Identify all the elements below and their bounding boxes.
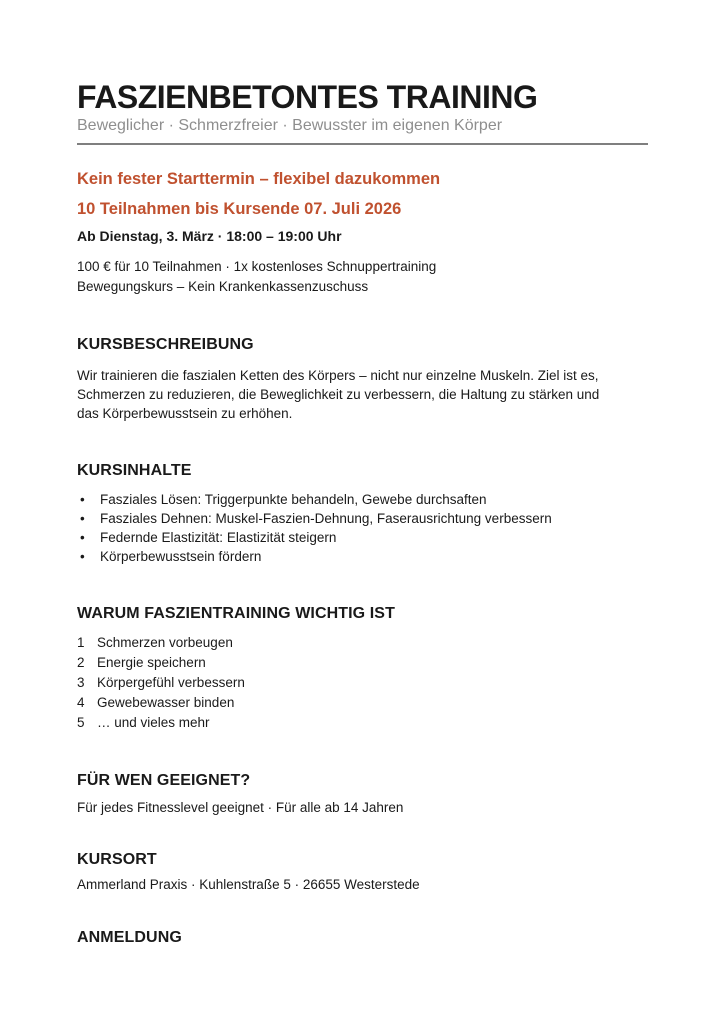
- heading-fuer-wen-geeignet: FÜR WEN GEEIGNET?: [77, 772, 251, 789]
- kursbeschreibung-paragraph: [77, 366, 648, 423]
- list-number: 2: [77, 655, 85, 670]
- list-item: [77, 528, 648, 547]
- list-item-text: … und vieles mehr: [97, 715, 210, 730]
- list-number: 5: [77, 715, 85, 730]
- list-item: [77, 633, 648, 653]
- document-content: [77, 80, 648, 948]
- schedule-line: Ab Dienstag, 3. März · 18:00 – 19:00 Uhr: [77, 228, 342, 244]
- list-item: [77, 693, 648, 713]
- list-item-text: Gewebewasser binden: [97, 695, 235, 710]
- start-info-line: Kein fester Starttermin – flexibel dazukommen: [77, 170, 441, 188]
- list-number: 4: [77, 695, 85, 710]
- heading-kursort: KURSORT: [77, 851, 157, 868]
- list-item-text: Federnde Elastizität: Elastizität steigern: [100, 530, 337, 545]
- heading-kursinhalte: KURSINHALTE: [77, 462, 192, 479]
- insurance-note-line: Bewegungskurs – Kein Krankenkassenzuschuss: [77, 279, 369, 294]
- list-item: [77, 713, 648, 733]
- heading-warum-faszientraining: WARUM FASZIENTRAINING WICHTIG IST: [77, 605, 395, 622]
- course-end-line: 10 Teilnahmen bis Kursende 07. Juli 2026: [77, 200, 402, 218]
- price-block: [77, 257, 648, 297]
- list-item: [77, 490, 648, 509]
- list-item: [77, 673, 648, 693]
- bullet-marker: •: [80, 530, 85, 545]
- list-item-text: Schmerzen vorbeugen: [97, 635, 233, 650]
- page-title: FASZIENBETONTES TRAINING: [77, 79, 538, 115]
- heading-anmeldung: ANMELDUNG: [77, 929, 182, 946]
- list-number: 3: [77, 675, 85, 690]
- kursinhalte-list: [77, 490, 648, 566]
- warum-list: [77, 633, 648, 733]
- title-divider: [77, 143, 648, 145]
- list-number: 1: [77, 635, 85, 650]
- list-item-text: Fasziales Lösen: Triggerpunkte behandeln, Gewebe durchsaften: [100, 492, 487, 507]
- list-item-text: Fasziales Dehnen: Muskel-Faszien-Dehnung, Faserausrichtung verbessern: [100, 511, 552, 526]
- bullet-marker: •: [80, 511, 85, 526]
- kursbeschreibung-line: Schmerzen zu reduzieren, die Beweglichkeit zu verbessern, die Haltung zu stärken und: [77, 387, 600, 402]
- kursort-text: Ammerland Praxis · Kuhlenstraße 5 · 26655 Westerstede: [77, 877, 420, 892]
- list-item: [77, 653, 648, 673]
- list-item-text: Körpergefühl verbessern: [97, 675, 245, 690]
- page-subtitle: Beweglicher · Schmerzfreier · Bewusster im eigenen Körper: [77, 117, 503, 134]
- list-item-text: Körperbewusstsein fördern: [100, 549, 262, 564]
- kursbeschreibung-line: das Körperbewusstsein zu erhöhen.: [77, 406, 293, 421]
- bullet-marker: •: [80, 492, 85, 507]
- fuer-wen-text: Für jedes Fitnesslevel geeignet · Für alle ab 14 Jahren: [77, 800, 404, 815]
- kursbeschreibung-line: Wir trainieren die faszialen Ketten des Körpers – nicht nur einzelne Muskeln. Ziel ist es,: [77, 368, 599, 383]
- list-item: [77, 547, 648, 566]
- list-item-text: Energie speichern: [97, 655, 206, 670]
- price-line: 100 € für 10 Teilnahmen · 1x kostenloses Schnuppertraining: [77, 259, 437, 274]
- heading-kursbeschreibung: KURSBESCHREIBUNG: [77, 336, 254, 353]
- bullet-marker: •: [80, 549, 85, 564]
- list-item: [77, 509, 648, 528]
